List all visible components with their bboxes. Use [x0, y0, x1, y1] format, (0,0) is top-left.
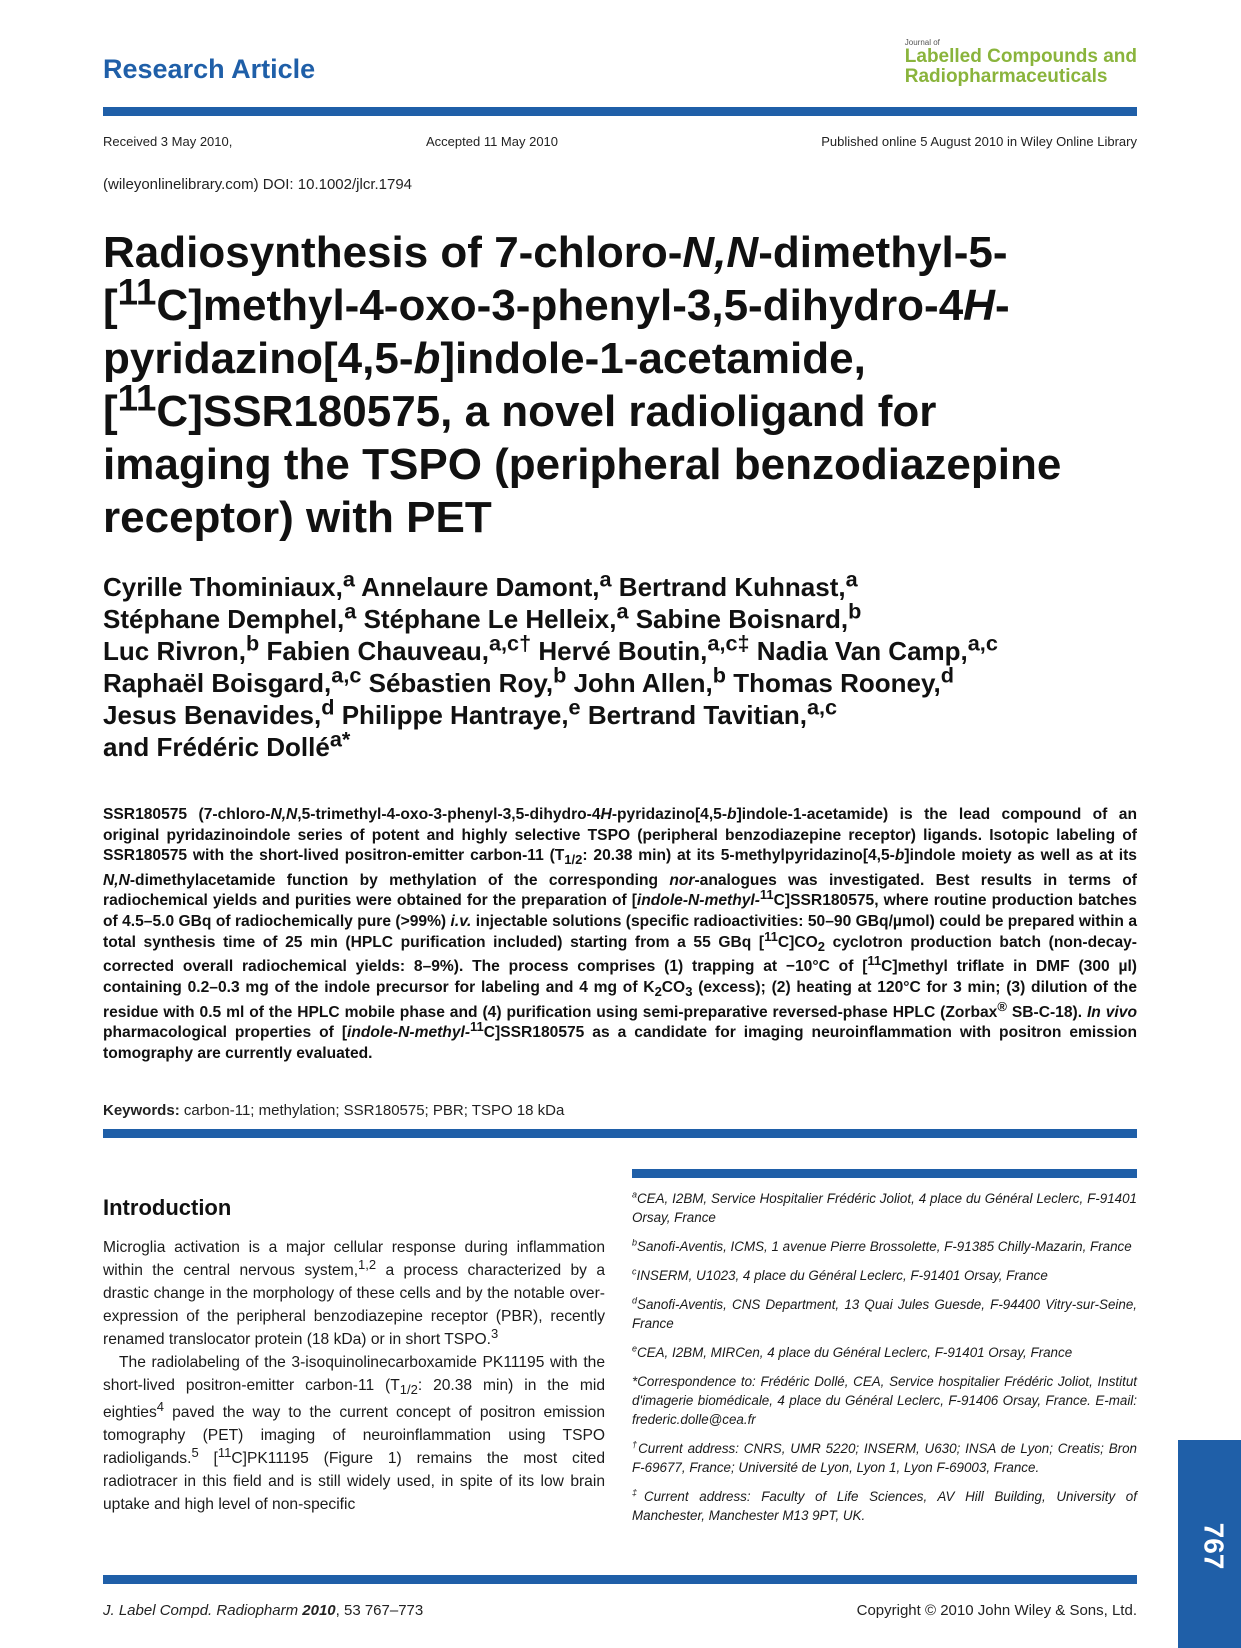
current-address: †Current address: CNRS, UMR 5220; INSERM, U630; INSA de Lyon; Creatis; Bron F-69677, France; Université de Lyon, Lyon 1, Lyon F-69003, France.: [632, 1439, 1138, 1475]
keywords-label: Keywords:: [103, 1102, 180, 1119]
paragraph: The radiolabeling of the 3-isoquinolinecarboxamide PK11195 with the short-lived positron-emitter carbon-11 ($T_{1/2}$: 20.38 min) in the mid eighties$^4$ paved the way to the current concept of positron emission tomography (PET) imaging of neuroinflammation using TSPO radioligands.$^5$ [$^{11}$C]PK11195 (Figure 1) remains the most cited radiotracer in this field and is still widely used, in spite of its low brain uptake and high level of non-specific: [103, 1354, 605, 1514]
page-number-tab: [1178, 1440, 1241, 1648]
author: John Allen,$^b$: [573, 662, 726, 698]
received-date: Received 3 May 2010,: [103, 134, 233, 149]
footer-rule: [103, 1575, 1137, 1584]
page-number: 767: [1198, 1522, 1230, 1570]
article-title: Radiosynthesis of 7-chloro-N,N-dimethyl-5- [$^{11}$C]methyl-4-oxo-3-phenyl-3,5-dihydro-4H- pyridazino[4,5-b]indole-1-acetamide, [$^{11}$C]SSR180575, a novel radioligand for imaging the TSPO (peripheral benzodiazepine receptor) with PET: [103, 228, 1062, 542]
author: Annelaure Damont,$^a$: [361, 566, 612, 602]
affiliation: $^e$CEA, I2BM, MIRCen, 4 place du Général Leclerc, F-91401 Orsay, France: [632, 1343, 1073, 1360]
published-date: Published online 5 August 2010 in Wiley Online Library: [821, 134, 1137, 149]
affiliation: $^c$INSERM, U1023, 4 place du Général Leclerc, F-91401 Orsay, France: [632, 1266, 1048, 1283]
section-label: Research Article: [103, 54, 316, 84]
abstract-rule: [103, 1129, 1137, 1138]
author: Stéphane Le Helleix,$^a$: [363, 598, 629, 634]
correspondence: *Correspondence to: Frédéric Dollé, CEA, Service hospitalier Frédéric Joliot, Institut d'imagerie biomédicale, 4 place du Général Leclerc, F-91406 Orsay, France. E-mail: frederic.dolle@cea.fr: [632, 1374, 1137, 1427]
author: Bertrand Kuhnast,$^a$: [618, 566, 858, 602]
author: Sabine Boisnard,$^b$: [635, 598, 862, 634]
current-address: ‡Current address: Faculty of Life Sciences, AV Hill Building, University of Manchester, Manchester M13 9PT, UK.: [632, 1487, 1137, 1523]
affiliations-rule: [632, 1169, 1137, 1178]
journal-logo: [905, 38, 1137, 87]
affiliations: [632, 1189, 1137, 1535]
author: and Frédéric Dollé$^{a*}$: [103, 726, 351, 762]
journal-logo-line2: Radiopharmaceuticals: [904, 66, 1108, 87]
affiliation: $^a$CEA, I2BM, Service Hospitalier Frédéric Joliot, 4 place du Général Leclerc, F-91401 Orsay, France: [632, 1189, 1137, 1225]
keywords-text: carbon-11; methylation; SSR180575; PBR; TSPO 18 kDa: [179, 1102, 565, 1119]
author: Thomas Rooney,$^d$: [733, 662, 954, 698]
author: Bertrand Tavitian,$^{a,c}$: [587, 694, 838, 730]
copyright: Copyright © 2010 John Wiley & Sons, Ltd.: [856, 1602, 1137, 1619]
affiliation: $^b$Sanofi-Aventis, ICMS, 1 avenue Pierre Brossolette, F-91385 Chilly-Mazarin, France: [632, 1237, 1132, 1254]
author: Luc Rivron,$^b$: [103, 630, 260, 666]
journal-logo-small: Journal of: [904, 38, 940, 47]
header-rule: [103, 107, 1137, 116]
author: Fabien Chauveau,$^{a,c\dagger}$: [266, 630, 532, 666]
author: Stéphane Demphel,$^a$: [103, 598, 357, 634]
abstract: SSR180575 (7-chloro-N,N,5-trimethyl-4-oxo-3-phenyl-3,5-dihydro-4H-pyridazino[4,5-b]indole-1-acetamide) is the lead compound of an original pyridazinoindole series of potent and highly selective TSPO (peripheral benzodiazepine receptor) ligands. Isotopic labeling of SSR180575 with the short-lived positron-emitter carbon-11 ($T_{1/2}$: 20.38 min) at its 5-methylpyridazino[4,5-b]indole moiety as well as at its N,N-dimethylacetamide function by methylation of the corresponding nor-analogues was investigated. Best results in terms of radiochemical yields and purities were obtained for the preparation of [indole-N-methyl-$^{11}$C]SSR180575, where routine production batches of 4.5–5.0 GBq of radiochemically pure (>99%) i.v. injectable solutions (specific radioactivities: 50–90 GBq/µmol) could be prepared within a total synthesis time of 25 min (HPLC purification included) starting from a 55 GBq $[^{11}C]CO_2$ cyclotron production batch (non-decay-corrected overall radiochemical yields: 8–9%). The process comprises (1) trapping at −10°C of [$^{11}$C]methyl triflate in DMF (300 µl) containing 0.2–0.3 mg of the indole precursor for labeling and 4 mg of $K_2CO_3$ (excess); (2) heating at 120°C for 3 min; (3) dilution of the residue with 0.5 ml of the HPLC mobile phase and (4) purification using semi-preparative reversed-phase HPLC (Zorbax® SB-C-18). In vivo pharmacological properties of [indole-N-methyl-$^{11}$C]SSR180575 as a candidate for imaging neuroinflammation with positron emission tomography are currently evaluated.: [103, 806, 1138, 1062]
author-list: [103, 566, 1143, 763]
keywords: [103, 1102, 564, 1119]
doi: (wileyonlinelibrary.com) DOI: 10.1002/jlcr.1794: [103, 176, 413, 193]
author: Hervé Boutin,$^{a,c\ddagger}$: [538, 630, 750, 666]
author: Raphaël Boisgard,$^{a,c}$: [103, 662, 362, 698]
journal-logo-line1: Labelled Compounds and: [904, 46, 1137, 67]
author: Jesus Benavides,$^d$: [103, 694, 335, 730]
author: Philippe Hantraye,$^e$: [341, 694, 581, 730]
introduction-body: [103, 1236, 605, 1516]
author: Nadia Van Camp,$^{a,c}$: [756, 630, 998, 666]
paragraph: Microglia activation is a major cellular response during inflammation within the central nervous system,$^{1,2}$ a process characterized by a drastic change in the morphology of these cells and by the notable over-expression of the peripheral benzodiazepine receptor (PBR), recently renamed translocator protein (18 kDa) or in short TSPO.$^3$: [103, 1239, 606, 1348]
accepted-date: Accepted 11 May 2010: [426, 134, 559, 149]
author: Sébastien Roy,$^b$: [368, 662, 567, 698]
author: Cyrille Thominiaux,$^a$: [103, 566, 355, 602]
citation: J. Label Compd. Radiopharm 2010, 53 767–773: [103, 1602, 424, 1619]
affiliation: $^d$Sanofi-Aventis, CNS Department, 13 Quai Jules Guesde, F-94400 Vitry-sur-Seine, France: [632, 1295, 1137, 1331]
section-heading-introduction: Introduction: [103, 1195, 232, 1220]
